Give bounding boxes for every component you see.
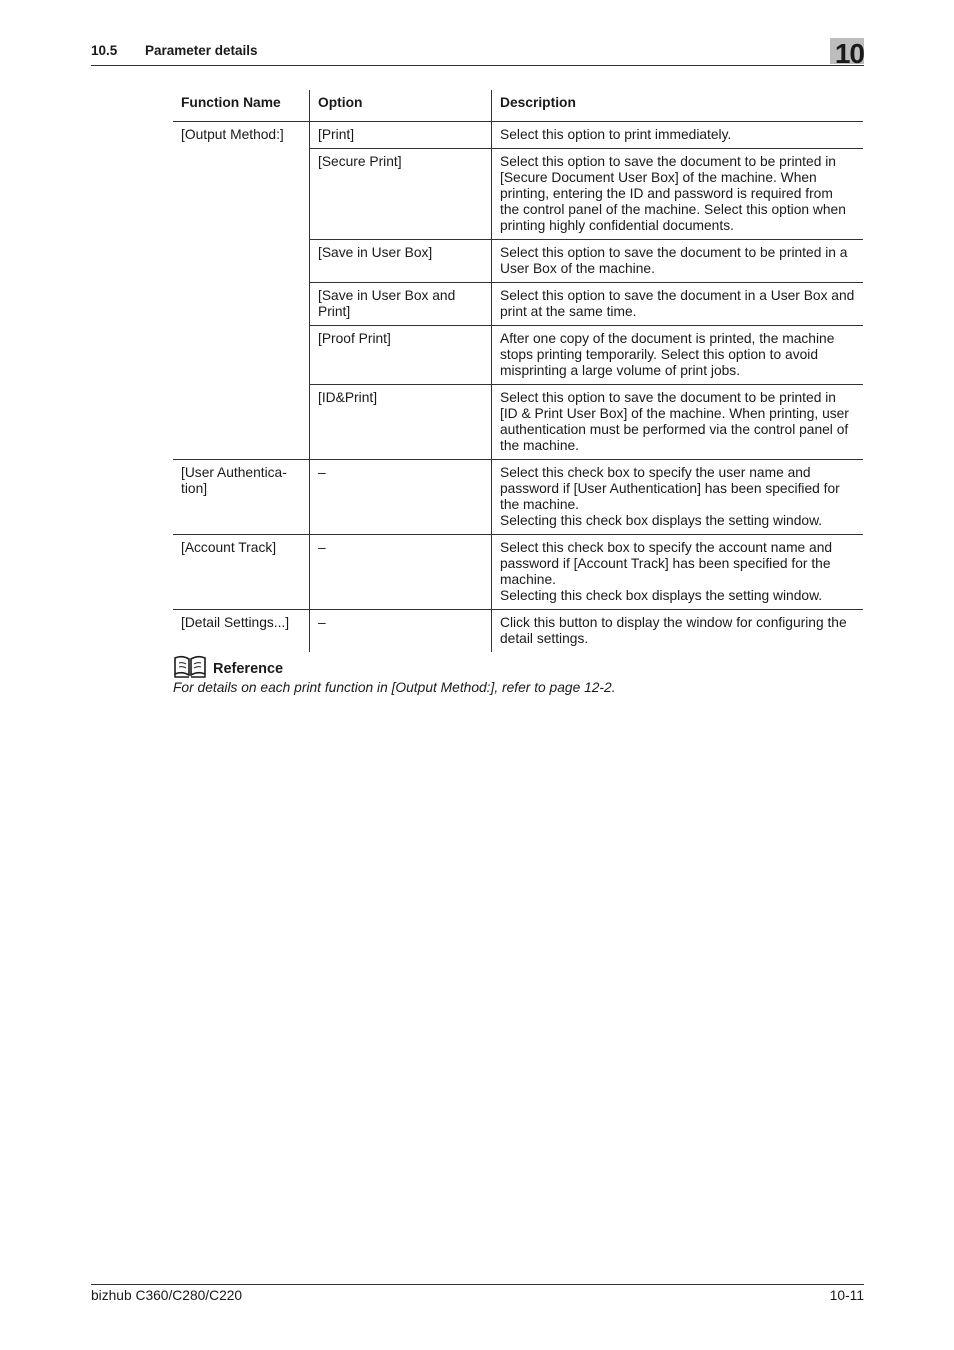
description-cell [492, 240, 864, 283]
option-cell: – [310, 610, 492, 653]
description-cell [492, 535, 864, 610]
function-cell: [Account Track] [173, 535, 310, 610]
description-cell [492, 122, 864, 149]
page-header [91, 38, 864, 69]
table-row [173, 535, 863, 610]
description-text: Select this check box to specify the user name and password if [User Authentication] has been specified for the machine. [500, 465, 840, 512]
description-text: Select this option to save the document in a User Box and print at the same time. [500, 288, 855, 319]
option-cell: [Save in User Box] [310, 240, 492, 283]
reference-text: For details on each print function in [Output Method:], refer to page 12-2. [173, 680, 616, 695]
function-cell: [User Authentica-tion] [173, 460, 310, 535]
option-cell: [Proof Print] [310, 326, 492, 385]
section-title: Parameter details [145, 43, 258, 58]
function-cell [173, 283, 310, 326]
description-text: Click this button to display the window for configuring the detail settings. [500, 615, 847, 646]
description-text: Select this option to save the document to be printed in a User Box of the machine. [500, 245, 848, 276]
function-cell: [Output Method:] [181, 127, 284, 142]
option-cell: [Secure Print] [310, 149, 492, 240]
column-header-function: Function Name [173, 90, 310, 122]
description-text: Select this option to save the document to be printed in [ID & Print User Box] of the machine. When printing, user authentication must be performed via the control panel of the machine. [500, 390, 849, 453]
parameter-table-container [173, 90, 863, 652]
page-number: 10-11 [829, 1288, 864, 1303]
option-cell: – [310, 535, 492, 610]
description-text: Selecting this check box displays the setting window. [500, 588, 823, 603]
table-row [173, 610, 863, 653]
table-row [173, 460, 863, 535]
table-row [173, 326, 863, 385]
table-row [173, 122, 863, 149]
table-header-row [173, 90, 863, 122]
description-cell [492, 149, 864, 240]
reference-title: Reference [213, 661, 284, 677]
table-row [173, 149, 863, 240]
option-cell: [Save in User Box and Print] [310, 283, 492, 326]
function-cell: [Detail Settings...] [181, 615, 290, 630]
table-row [173, 240, 863, 283]
description-text: Select this option to save the document to be printed in [Secure Document User Box] of the machine. When printing, entering the ID and password is required from the control panel of the machine. Select this option when printing highly confidential documents. [500, 154, 846, 233]
table-row [173, 385, 863, 460]
column-header-option: Option [310, 90, 492, 122]
description-cell [492, 385, 864, 460]
function-cell [173, 385, 310, 460]
section-number: 10.5 [91, 43, 118, 58]
description-cell [492, 460, 864, 535]
function-cell [173, 240, 310, 283]
description-text: Selecting this check box displays the setting window. [500, 513, 823, 528]
column-header-description: Description [492, 90, 864, 122]
chapter-number: 10 [834, 38, 864, 69]
description-cell [492, 326, 864, 385]
book-icon [173, 654, 207, 678]
function-cell [173, 149, 310, 240]
product-name: bizhub C360/C280/C220 [91, 1288, 243, 1303]
description-cell [492, 610, 864, 653]
page-footer [91, 1284, 864, 1305]
description-text: After one copy of the document is printed, the machine stops printing temporarily. Select this option to avoid misprinting a large volume of print jobs. [500, 331, 835, 378]
function-cell [173, 326, 310, 385]
description-cell [492, 283, 864, 326]
description-text: Select this check box to specify the account name and password if [Account Track] has been specified for the machine. [500, 540, 833, 587]
table-row [173, 283, 863, 326]
option-cell: [ID&Print] [310, 385, 492, 460]
option-cell: – [310, 460, 492, 535]
option-cell: [Print] [310, 122, 492, 149]
description-text: Select this option to print immediately. [500, 127, 732, 142]
parameter-table [173, 90, 863, 652]
